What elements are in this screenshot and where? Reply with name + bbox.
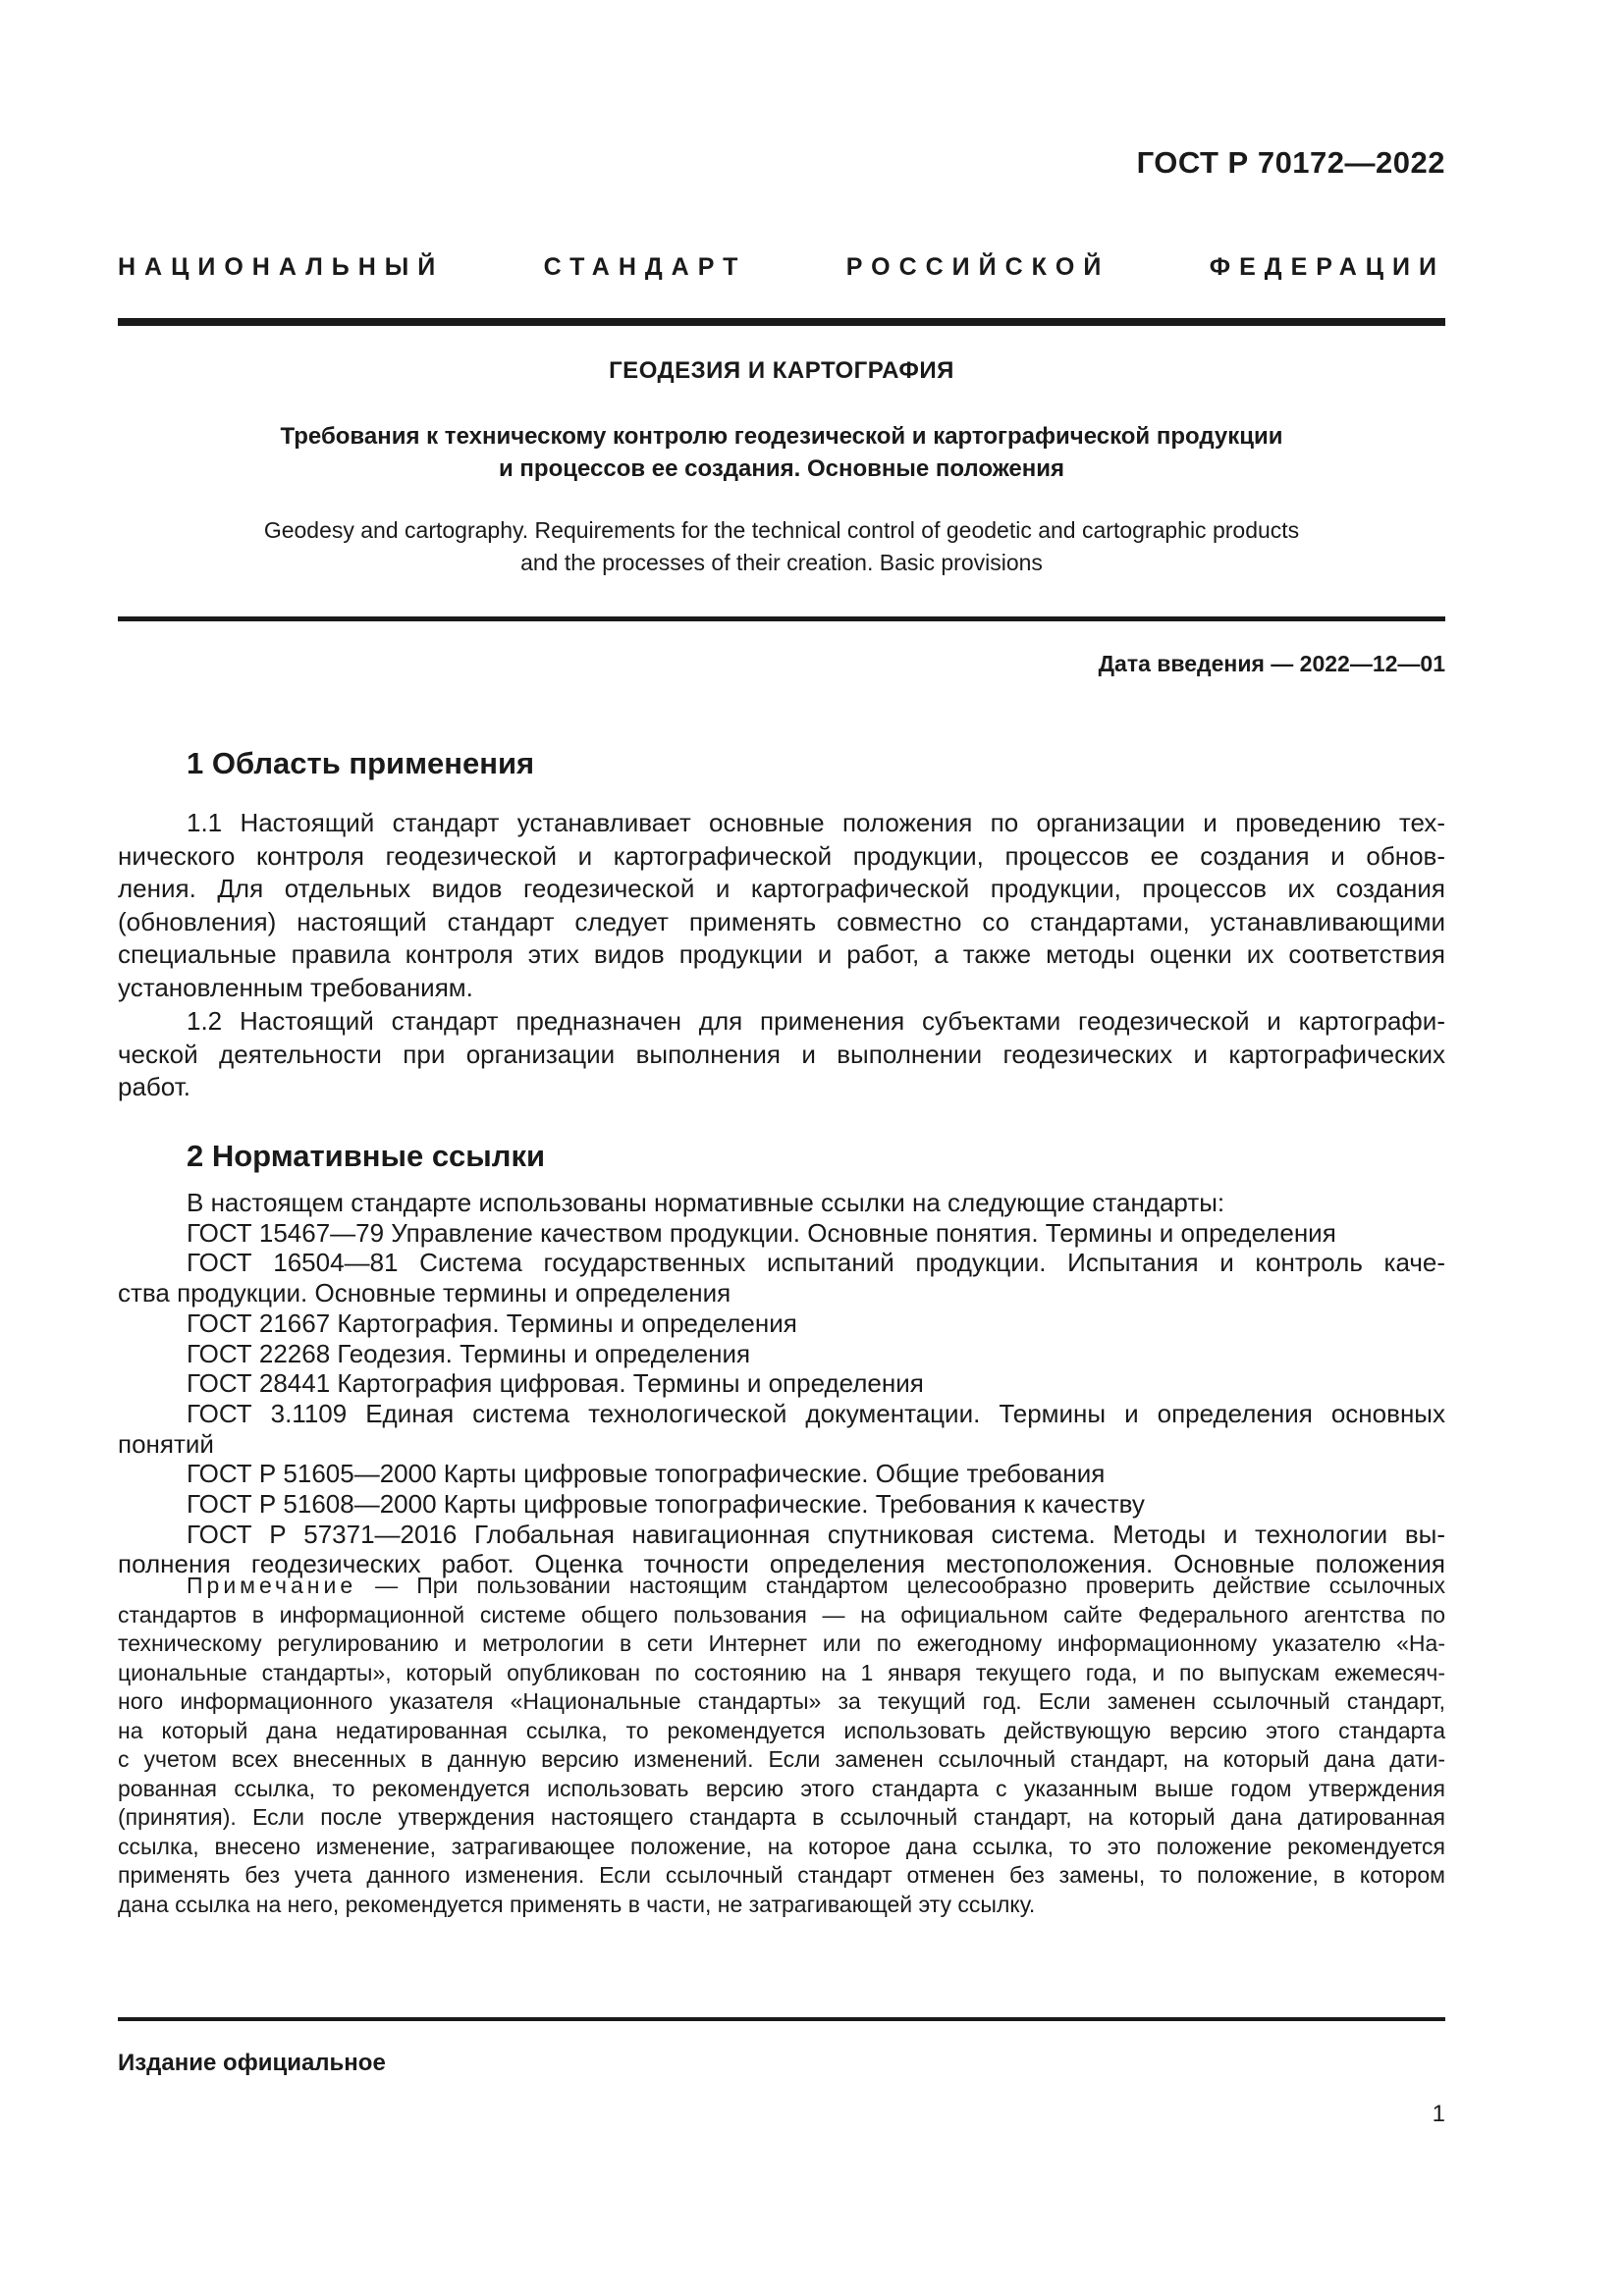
- note-line: (принятия). Если после утверждения настоящего стандарта в ссылочный стандарт, на который дана датированная: [118, 1804, 1445, 1830]
- reference-item: ГОСТ 28441 Картография цифровая. Термины и определения: [187, 1368, 924, 1399]
- note-line: стандартов в информационной системе общего пользования — на официальном сайте Федерального агентства по: [118, 1601, 1445, 1628]
- paragraph-1-2: [118, 1005, 1445, 1104]
- reference-item: ГОСТ Р 51608—2000 Карты цифровые топографические. Требования к качеству: [187, 1489, 1145, 1520]
- note-line: ссылка, внесено изменение, затрагивающее положение, на которое дана ссылка, то это положение рекомендуется: [118, 1833, 1445, 1859]
- text-line: специальные правила контроля этих видов продукции и работ, а также методы оценки их соответствия: [118, 939, 1445, 969]
- references-note: [118, 1572, 1445, 1919]
- reference-item: ГОСТ 22268 Геодезия. Термины и определения: [187, 1338, 751, 1368]
- reference-item: ГОСТ 3.1109 Единая система технологической документации. Термины и определения основных: [187, 1398, 1445, 1428]
- reference-item: ГОСТ 15467—79 Управление качеством продукции. Основные понятия. Термины и определения: [187, 1217, 1336, 1248]
- subtitle-line: и процессов ее создания. Основные положения: [498, 455, 1065, 482]
- note-line: на который дана недатированная ссылка, то рекомендуется использовать действующую версию этого стандарта: [118, 1717, 1445, 1743]
- paragraph-1-1: [118, 807, 1445, 1004]
- text-line: ческой деятельности при организации выполнения и выполнении геодезических и картографических: [118, 1039, 1445, 1069]
- note-line: циональные стандарты», который опубликован по состоянию на 1 января текущего года, и по выпускам ежемесяч-: [118, 1659, 1445, 1685]
- reference-intro: В настоящем стандарте использованы нормативные ссылки на следующие стандарты:: [187, 1188, 1225, 1217]
- note-line: применять без учета данного изменения. Если ссылочный стандарт отменен без замены, то положение, в котором: [118, 1862, 1445, 1888]
- note-line: с учетом всех внесенных в данную версию изменений. Если заменен ссылочный стандарт, на который дана дати-: [118, 1746, 1445, 1772]
- reference-item: ГОСТ 16504—81 Система государственных испытаний продукции. Испытания и контроль каче-: [187, 1248, 1445, 1278]
- note-line: дана ссылка на него, рекомендуется применять в части, не затрагивающей эту ссылку.: [118, 1891, 1036, 1917]
- official-edition-label: Издание официальное: [118, 2050, 386, 2076]
- standard-subtitle: [118, 420, 1445, 485]
- text-line: ления. Для отдельных видов геодезической и картографической продукции, процессов их создания: [118, 874, 1445, 903]
- page-number: 1: [1432, 2101, 1445, 2127]
- note-label: Примечание: [187, 1573, 357, 1598]
- reference-item: ГОСТ 21667 Картография. Термины и определения: [187, 1308, 797, 1338]
- text-line: работ.: [118, 1072, 190, 1101]
- reference-item: ГОСТ Р 51605—2000 Карты цифровые топографические. Общие требования: [187, 1459, 1106, 1489]
- note-line: техническому регулированию и метрологии в сети Интернет или по ежегодному информационному указателю «На-: [118, 1630, 1445, 1656]
- reference-item-continued: полнения геодезических работ. Оценка точности определения местоположения. Основные положения: [118, 1549, 1445, 1579]
- text-line: нического контроля геодезической и картографической продукции, процессов ее создания и обнов-: [118, 840, 1445, 871]
- note-line: ного информационного указателя «Национальные стандарты» за текущий год. Если заменен ссылочный стандарт,: [118, 1688, 1445, 1714]
- text-line: 1.2 Настоящий стандарт предназначен для применения субъектами геодезической и картографи-: [187, 1006, 1445, 1036]
- english-title: [118, 514, 1445, 579]
- english-title-line: and the processes of their creation. Basic provisions: [520, 550, 1043, 575]
- note-line: рованная ссылка, то рекомендуется использовать версию этого стандарта с указанным выше годом утверждения: [118, 1775, 1445, 1801]
- standard-title: ГЕОДЕЗИЯ И КАРТОГРАФИЯ: [609, 357, 954, 384]
- introduction-date: Дата введения — 2022—12—01: [1098, 651, 1445, 676]
- reference-item: ГОСТ Р 57371—2016 Глобальная навигационная спутниковая система. Методы и технологии вы-: [187, 1519, 1445, 1549]
- reference-item-continued: ства продукции. Основные термины и определения: [118, 1278, 731, 1308]
- note-text: — При пользовании настоящим стандартом целесообразно проверить действие ссылочных: [356, 1573, 1445, 1598]
- document-page: [118, 0, 1445, 2296]
- reference-item-continued: понятий: [118, 1428, 214, 1459]
- national-standard-banner: НАЦИОНАЛЬНЫЙ СТАНДАРТ РОССИЙСКОЙ ФЕДЕРАЦИИ: [118, 253, 1445, 281]
- section-heading-scope: 1 Область применения: [187, 746, 535, 780]
- note-line: [118, 1572, 1445, 1601]
- normative-references-list: [118, 1188, 1445, 1579]
- text-line: 1.1 Настоящий стандарт устанавливает основные положения по организации и проведению тех-: [187, 808, 1445, 837]
- english-title-line: Geodesy and cartography. Requirements for the technical control of geodetic and cartographic products: [263, 517, 1300, 543]
- divider-footer: [118, 2017, 1445, 2021]
- divider-title: [118, 616, 1445, 621]
- document-number: ГОСТ Р 70172—2022: [1136, 145, 1445, 180]
- text-line: установленным требованиям.: [118, 972, 473, 1002]
- section-heading-references: 2 Нормативные ссылки: [187, 1139, 546, 1173]
- divider-top: [118, 318, 1445, 326]
- text-line: (обновления) настоящий стандарт следует применять совместно со стандартами, устанавливающими: [118, 906, 1445, 936]
- subtitle-line: Требования к техническому контролю геодезической и картографической продукции: [280, 423, 1283, 450]
